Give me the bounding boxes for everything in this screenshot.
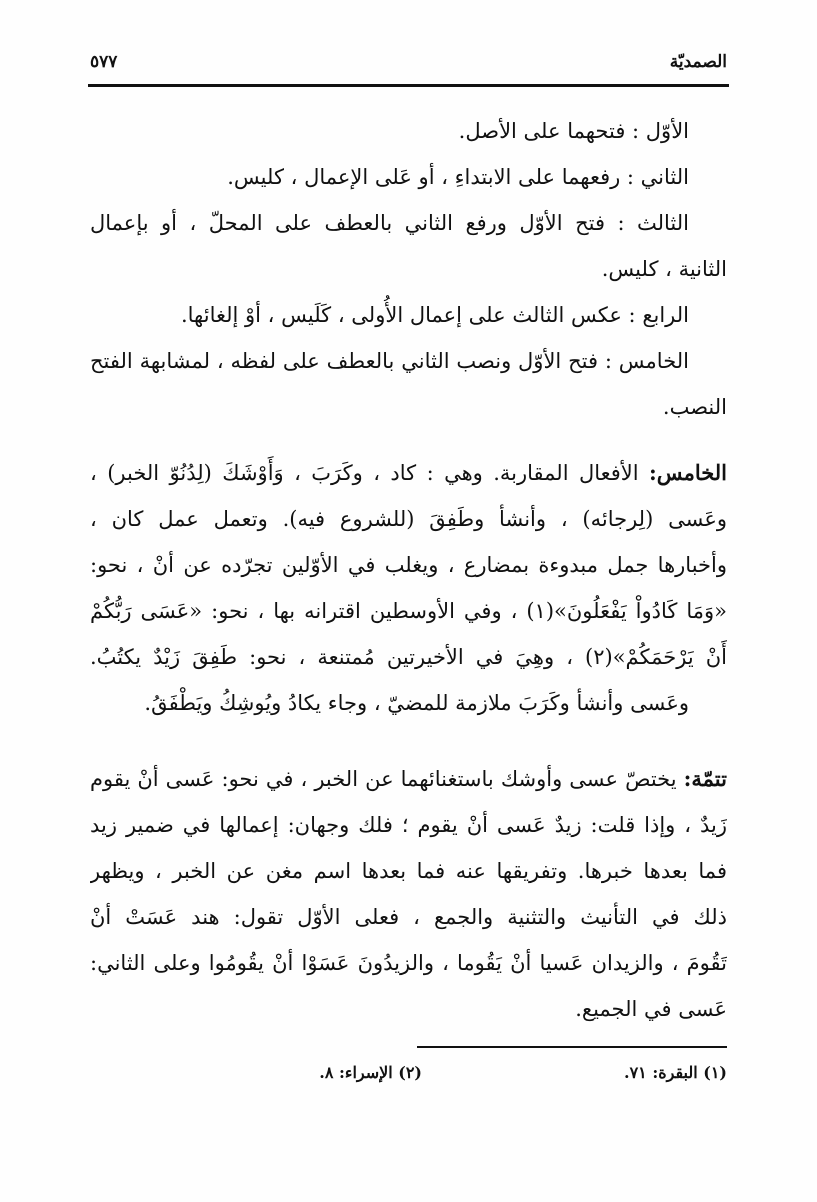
case-second-line: الثاني : رفعهما على الابتداءِ ، أو عَلى الإعمال ، كليس.	[227, 165, 689, 189]
text-line: وعَسى (لِرجائه) ، وأنشأ وطَفِقَ (للشروع فيه). وتعمل عمل كان ،	[90, 507, 727, 531]
text-line: فما بعدها خبرها. وتفريقها عنه فما بعدها اسم مغن عن الخبر ، ويظهر	[90, 859, 727, 883]
page-number: ٥٧٧	[90, 52, 118, 72]
text-line: زَيدٌ ، وإذا قلت: زيدٌ عَسى أنْ يقوم ؛ فلك وجهان: إعمالها في ضمير زيد	[90, 813, 727, 837]
text-line: أَنْ يَرْحَمَكُمْ»(٢) ، وهِيَ في الأخيرتين مُمتنعة ، نحو: طَفِقَ زَيْدٌ يكتُبُ.	[90, 645, 727, 669]
section-heading: تتمّة:	[683, 766, 727, 791]
footnote-1: (١) البقرة: ٧١.	[623, 1063, 727, 1082]
text-line-content: الأفعال المقاربة. وهي : كاد ، وكَرَبَ ، وَأَوْشَكَ (لِدُنُوّ الخبر) ،	[90, 461, 639, 485]
text-line: وعَسى وأنشأ وكَرَبَ ملازمة للمضيّ ، وجاء يكادُ ويُوشِكُ ويَطْفَقُ.	[144, 691, 689, 715]
running-title: الصمديّة	[669, 52, 727, 72]
footnote-rule	[417, 1046, 727, 1048]
text-line: وأخبارها جمل مبدوءة بمضارع ، ويغلب في الأوّلين تجرّده عن أنْ ، نحو:	[90, 553, 727, 577]
case-third-continuation: الثانية ، كليس.	[601, 257, 727, 281]
text-line-content: يختصّ عسى وأوشك باستغنائهما عن الخبر ، في نحو: عَسى أنْ يقوم	[90, 767, 677, 791]
cases-list	[90, 108, 727, 430]
case-fourth-line: الرابع : عكس الثالث على إعمال الأُولى ، كَلَيس ، أوْ إلغائها.	[180, 303, 689, 327]
text-line: «وَمَا كَادُواْ يَفْعَلُونَ»(١) ، وفي الأوسطين اقترانه بها ، نحو: «عَسَى رَبُّكُمْ	[90, 599, 727, 623]
tatimma-paragraph	[90, 756, 727, 1032]
text-line: تَقُومَ ، والزيدان عَسيا أنْ يَقُوما ، والزيدُونَ عَسَوْا أنْ يقُومُوا وعلى الثاني:	[90, 951, 727, 975]
text-line: عَسى في الجميع.	[575, 997, 727, 1021]
khamis-paragraph	[90, 450, 727, 726]
book-page	[90, 0, 727, 1202]
text-line	[90, 756, 727, 802]
section-heading: الخامس:	[649, 460, 727, 485]
page-header	[90, 48, 727, 76]
case-fifth-line: الخامس : فتح الأوّل ونصب الثاني بالعطف على لفظه ، لمشابهة الفتح	[90, 349, 689, 373]
case-third-line: الثالث : فتح الأوّل ورفع الثاني بالعطف على المحلّ ، أو بإعمال	[90, 211, 689, 235]
case-fifth-continuation: النصب.	[662, 395, 727, 419]
footnote-2: (٢) الإسراء: ٨.	[319, 1063, 422, 1082]
header-rule	[88, 84, 729, 87]
text-line	[90, 450, 727, 496]
text-line: ذلك في التأنيث والتثنية والجمع ، فعلى الأوّل تقول: هند عَسَتْ أنْ	[90, 905, 727, 929]
case-first-line: الأوّل : فتحهما على الأصل.	[458, 119, 689, 143]
footnotes	[90, 1058, 727, 1088]
